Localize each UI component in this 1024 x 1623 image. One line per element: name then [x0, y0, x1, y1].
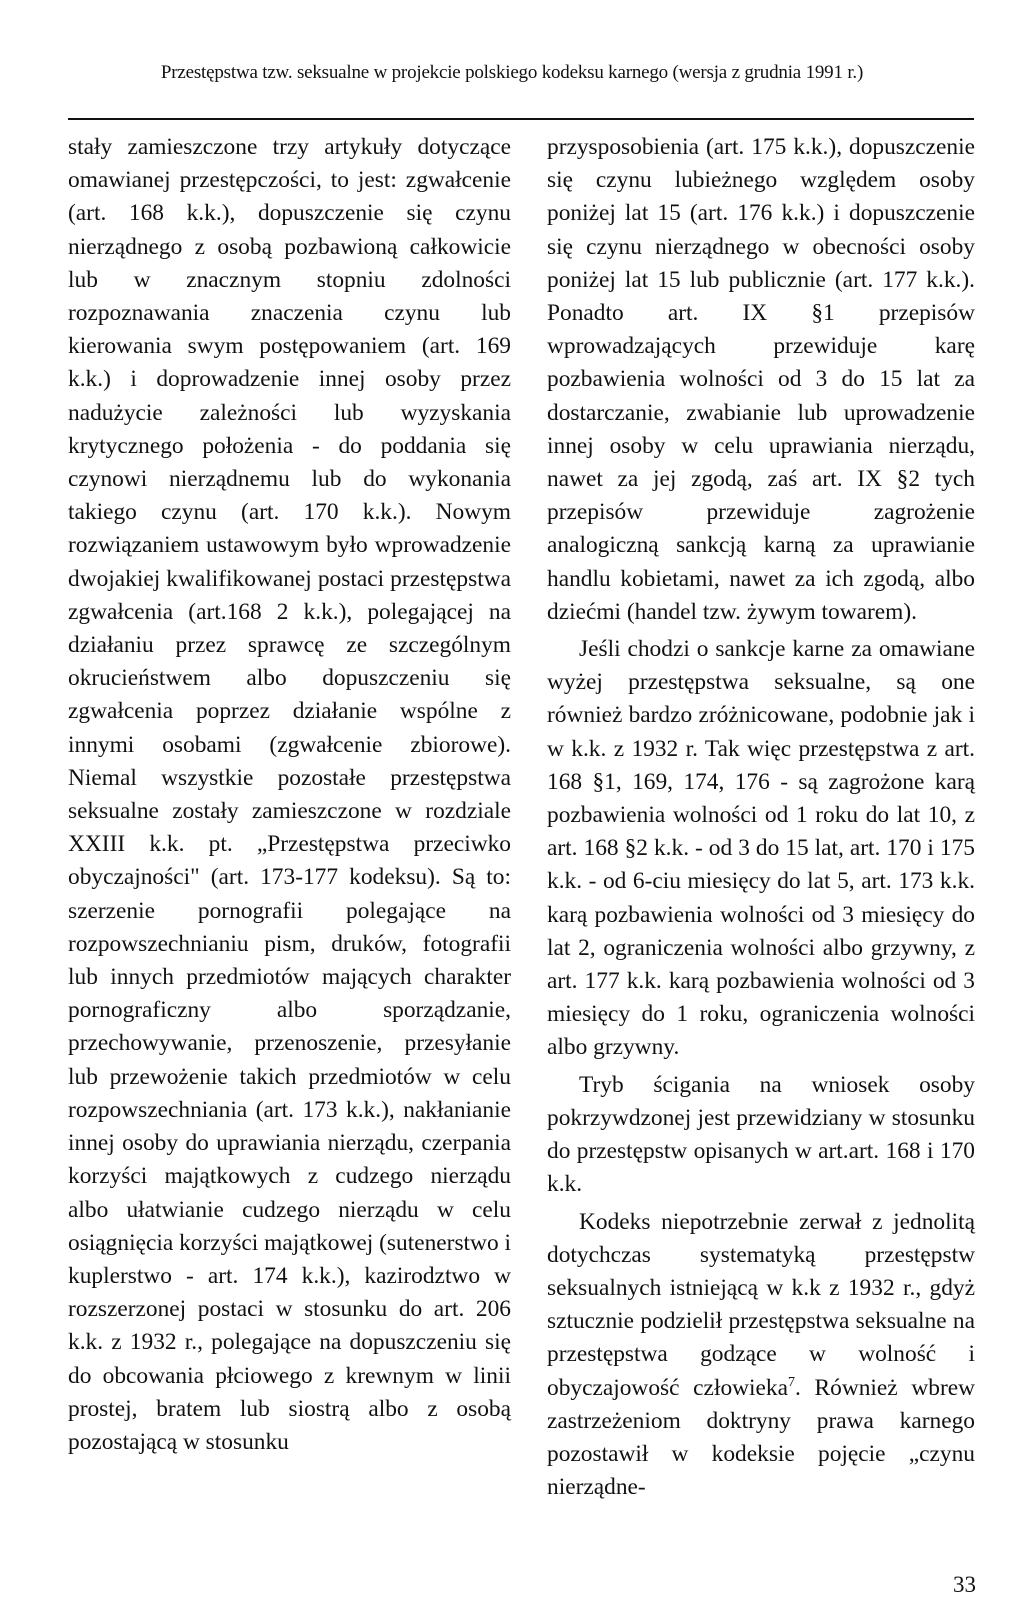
paragraph: stały zamieszczone trzy artykuły dotyczące omawianej przestępczości, to jest: zgwałcenie (art. 168 k.k.), dopuszczenie się czynu nierządnego z osobą pozbawioną całkowicie lub w znacznym stopniu zdolności rozpoznawania znaczenia czynu lub kierowania swym postępowaniem (art. 169 k.k.) i doprowadzenie innej osoby przez nadużycie zależności lub wyzyskania krytycznego położenia - do poddania się czynowi nierządnemu lub do wykonania takiego czynu (art. 170 k.k.). Nowym rozwiązaniem ustawowym było wprowadzenie dwojakiej kwalifikowanej postaci przestępstwa zgwałcenia (art.168 2 k.k.), polegającej na działaniu przez sprawcę ze szczególnym okrucieństwem albo dopuszczeniu się zgwałcenia poprzez działanie wspólne z innymi osobami (zgwałcenie zbiorowe). Niemal wszystkie pozostałe przestępstwa seksualne zostały zamieszczone w rozdziale XXIII k.k. pt. „Przestępstwa przeciwko obyczajności" (art. 173-177 kodeksu). Są to: szerzenie pornografii polegające na rozpowszechnianiu pism, druków, fotografii lub innych przedmiotów mających charakter pornograficzny albo sporządzanie, przechowywanie, przenoszenie, przesyłanie lub przewożenie takich przedmiotów w celu rozpowszechniania (art. 173 k.k.), nakłanianie innej osoby do uprawiania nierządu, czerpania korzyści majątkowych z cudzego nierządu albo ułatwianie cudzego nierządu w celu osiągnięcia korzyści majątkowej (sutenerstwo i kuplerstwo - art. 174 k.k.), kazirodztwo w rozszerzonej postaci w stosunku do art. 206 k.k. z 1932 r., polegające na dopuszczeniu się do obcowania płciowego z krewnym w linii prostej, bratem lub siostrą albo z osobą pozostającą w stosunku [68, 134, 511, 1455]
paragraph: przysposobienia (art. 175 k.k.), dopuszczenie się czynu lubieżnego względem osoby poniżej lat 15 (art. 176 k.k.) i dopuszczenie się czynu nierządnego w obecności osoby poniżej lat 15 lub publicznie (art. 177 k.k.). Ponadto art. IX §1 przepisów wprowadzających przewiduje karę pozbawienia wolności od 3 do 15 lat za dostarczanie, zwabianie lub uprowadzenie innej osoby w celu uprawiania nierządu, nawet za jej zgodą, zaś art. IX §2 tych przepisów przewiduje zagrożenie analogiczną sankcją karną za uprawianie handlu kobietami, nawet za ich zgodą, albo dziećmi (handel tzw. żywym towarem). [547, 134, 975, 625]
paragraph-text: . Również wbrew zastrzeżeniom doktryny prawa karnego pozostawił w kodeksie pojęcie „czynu nierządne- [547, 1374, 976, 1501]
paragraph: Tryb ścigania na wniosek osoby pokrzywdzonej jest przewidziany w stosunku do przestępstw opisanych w art.art. 168 i 170 k.k. [547, 1071, 975, 1198]
paragraph-text: Kodeks niepotrzebnie zerwał z jednolitą dotychczas systematyką przestępstw seksualnych istniejącą w k.k z 1932 r., gdyż sztucznie podzielił przestępstwa seksualne na przestępstwa godzące w wolność i obyczajowość człowieka [547, 1208, 975, 1401]
header-rule [68, 118, 974, 120]
paragraph [547, 1206, 975, 1505]
footnote-marker[interactable]: 7 [788, 1374, 795, 1390]
left-column [68, 131, 511, 1459]
running-header: Przestępstwa tzw. seksualne w projekcie polskiego kodeksu karnego (wersja z grudnia 1991 r.) [160, 62, 864, 83]
right-column [547, 131, 975, 1504]
page-number: 33 [953, 1572, 976, 1597]
paragraph: Jeśli chodzi o sankcje karne za omawiane wyżej przestępstwa seksualne, są one również bardzo zróżnicowane, podobnie jak i w k.k. z 1932 r. Tak więc przestępstwa z art. 168 §1, 169, 174, 176 - są zagrożone karą pozbawienia wolności od 1 roku do lat 10, z art. 168 §2 k.k. - od 3 do 15 lat, art. 170 i 175 k.k. - od 6-ciu miesięcy do lat 5, art. 173 k.k. karą pozbawienia wolności od 3 miesięcy do lat 2, ograniczenia wolności albo grzywny, z art. 177 k.k. karą pozbawienia wolności od 3 miesięcy do 1 roku, ograniczenia wolności albo grzywny. [547, 636, 975, 1061]
